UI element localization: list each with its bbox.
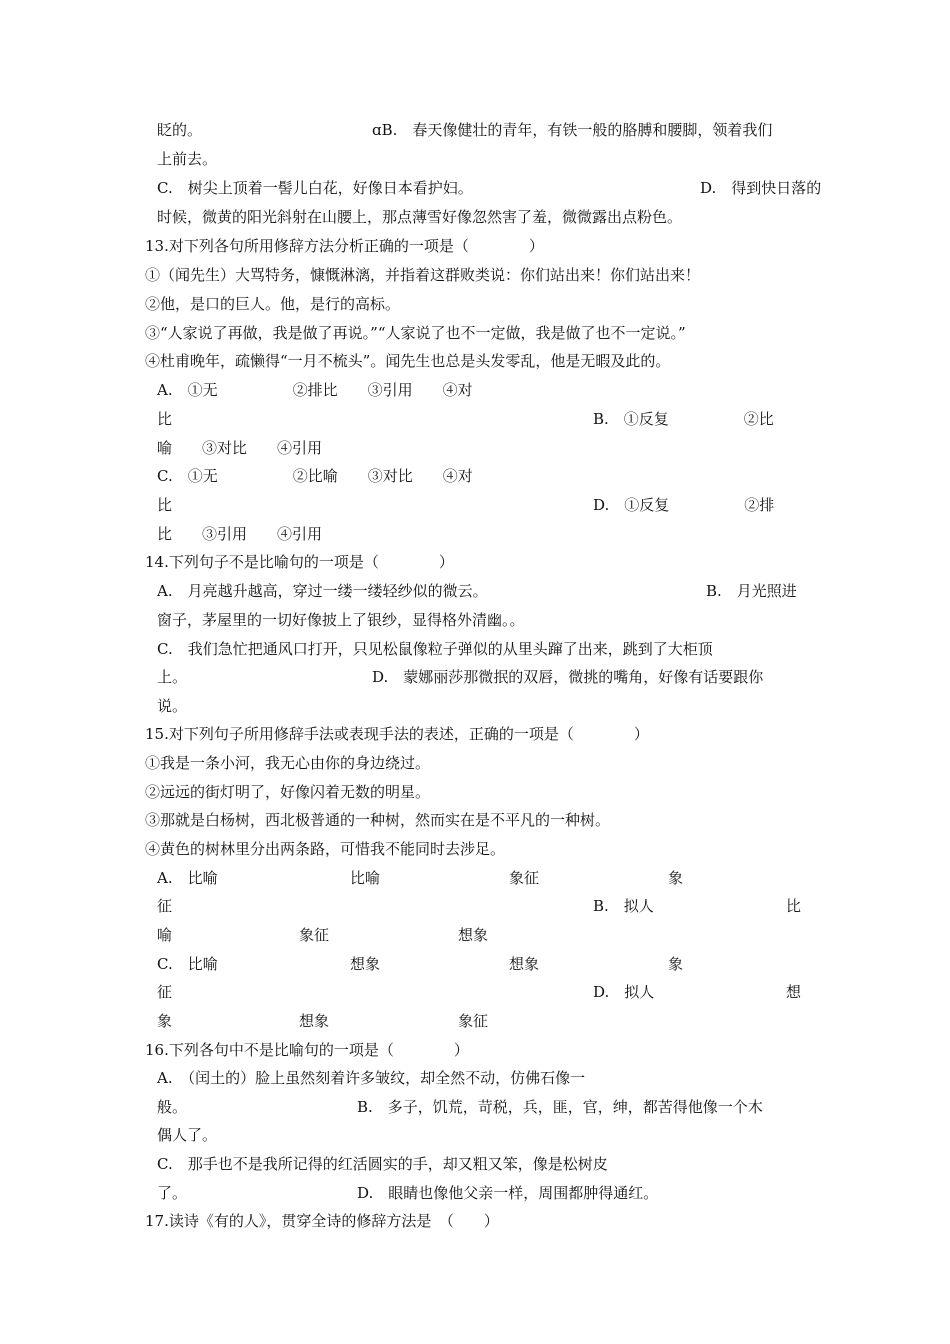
text-line: A. ①无 ②排比 ③引用 ④对	[157, 381, 473, 399]
text-line: 想象	[509, 955, 540, 973]
text-line: D. 拟人	[593, 983, 655, 1001]
text-line: C. 比喻	[157, 955, 218, 973]
text-line: D. 得到快日落的	[700, 179, 822, 197]
text-line: 16.下列各句中不是比喻句的一项是（ ）	[145, 1041, 469, 1059]
text-line: ④黄色的树林里分出两条路，可惜我不能同时去涉足。	[145, 840, 506, 858]
text-line: 象征	[458, 1012, 489, 1030]
text-line: 比 ③引用 ④引用	[157, 525, 323, 543]
text-line: ①我是一条小河，我无心由你的身边绕过。	[145, 754, 431, 772]
text-line: A. 月亮越升越高，穿过一缕一缕轻纱似的微云。	[157, 582, 488, 600]
text-line: 喻	[157, 926, 173, 944]
text-line: 想	[786, 983, 802, 1001]
text-line: B. 多子，饥荒，苛税，兵，匪，官，绅，都苦得他像一个木	[357, 1098, 763, 1116]
text-line: 喻 ③对比 ④引用	[157, 439, 323, 457]
text-line: 想象	[299, 1012, 330, 1030]
text-line: 比	[157, 410, 173, 428]
text-line: D. 蒙娜丽莎那微抿的双唇，微挑的嘴角，好像有话要跟你	[372, 668, 764, 686]
text-line: ④杜甫晚年，疏懒得“一月不梳头”。闻先生也总是头发零乱，他是无暇及此的。	[145, 352, 671, 370]
text-line: B. 拟人	[593, 897, 654, 915]
text-line: 13.对下列各句所用修辞方法分析正确的一项是（ ）	[145, 237, 544, 255]
text-line: 象	[668, 869, 684, 887]
text-line: ③“人家说了再做，我是做了再说。”“人家说了也不一定做，我是做了也不一定说。”	[145, 324, 686, 342]
text-line: 征	[157, 983, 173, 1001]
text-line: 时候，微黄的阳光斜射在山腰上，那点薄雪好像忽然害了羞，微微露出点粉色。	[157, 208, 683, 226]
text-line: 15.对下列句子所用修辞手法或表现手法的表述，正确的一项是（ ）	[145, 725, 649, 743]
text-line: 象	[157, 1012, 173, 1030]
text-line: ɑB. 春天像健壮的青年，有铁一般的胳膊和腰脚，领着我们	[372, 121, 773, 139]
text-line: 想象	[350, 955, 381, 973]
text-line: ①（闻先生）大骂特务，慷慨淋漓，并指着这群败类说：你们站出来！你们站出来！	[145, 266, 701, 284]
text-line: 14.下列句子不是比喻句的一项是（ ）	[145, 553, 454, 571]
text-line: C. 我们急忙把通风口打开，只见松鼠像粒子弹似的从里头蹿了出来，跳到了大柜顶	[157, 640, 713, 658]
text-line: 比喻	[350, 869, 381, 887]
text-line: 象征	[509, 869, 540, 887]
text-line: C. 树尖上顶着一髻儿白花，好像日本看护妇。	[157, 179, 473, 197]
text-line: 象征	[299, 926, 330, 944]
text-line: ③那就是白杨树，西北极普通的一种树，然而实在是不平凡的一种树。	[145, 811, 611, 829]
text-line: 了。	[157, 1184, 188, 1202]
text-line: 眨的。	[157, 121, 203, 139]
text-line: 想象	[458, 926, 489, 944]
text-line: 偶人了。	[157, 1126, 218, 1144]
text-line: C. 那手也不是我所记得的红活圆实的手，却又粗又笨，像是松树皮	[157, 1155, 608, 1173]
text-line: 上前去。	[157, 150, 218, 168]
text-line: 窗子，茅屋里的一切好像披上了银纱，显得格外清幽。。	[157, 611, 525, 629]
text-line: 征	[157, 897, 173, 915]
text-line: D. ①反复 ②排	[593, 496, 775, 514]
text-line: C. ①无 ②比喻 ③对比 ④对	[157, 467, 473, 485]
text-line: 比	[157, 496, 173, 514]
text-line: 说。	[157, 697, 188, 715]
text-line: A. （闰土的）脸上虽然刻着许多皱纹，却全然不动，仿佛石像一	[157, 1069, 586, 1087]
text-line: 象	[668, 955, 684, 973]
text-line: ②远远的街灯明了，好像闪着无数的明星。	[145, 783, 431, 801]
text-line: 比	[786, 897, 802, 915]
text-line: D. 眼睛也像他父亲一样，周围都肿得通红。	[357, 1184, 659, 1202]
text-line: A. 比喻	[157, 869, 218, 887]
text-line: 17.读诗《有的人》，贯穿全诗的修辞方法是 （ ）	[145, 1212, 499, 1230]
text-line: 般。	[157, 1098, 188, 1116]
text-line: 上。	[157, 668, 188, 686]
text-line: ②他，是口的巨人。他，是行的高标。	[145, 295, 401, 313]
text-line: B. 月光照进	[706, 582, 797, 600]
text-line: B. ①反复 ②比	[593, 410, 774, 428]
